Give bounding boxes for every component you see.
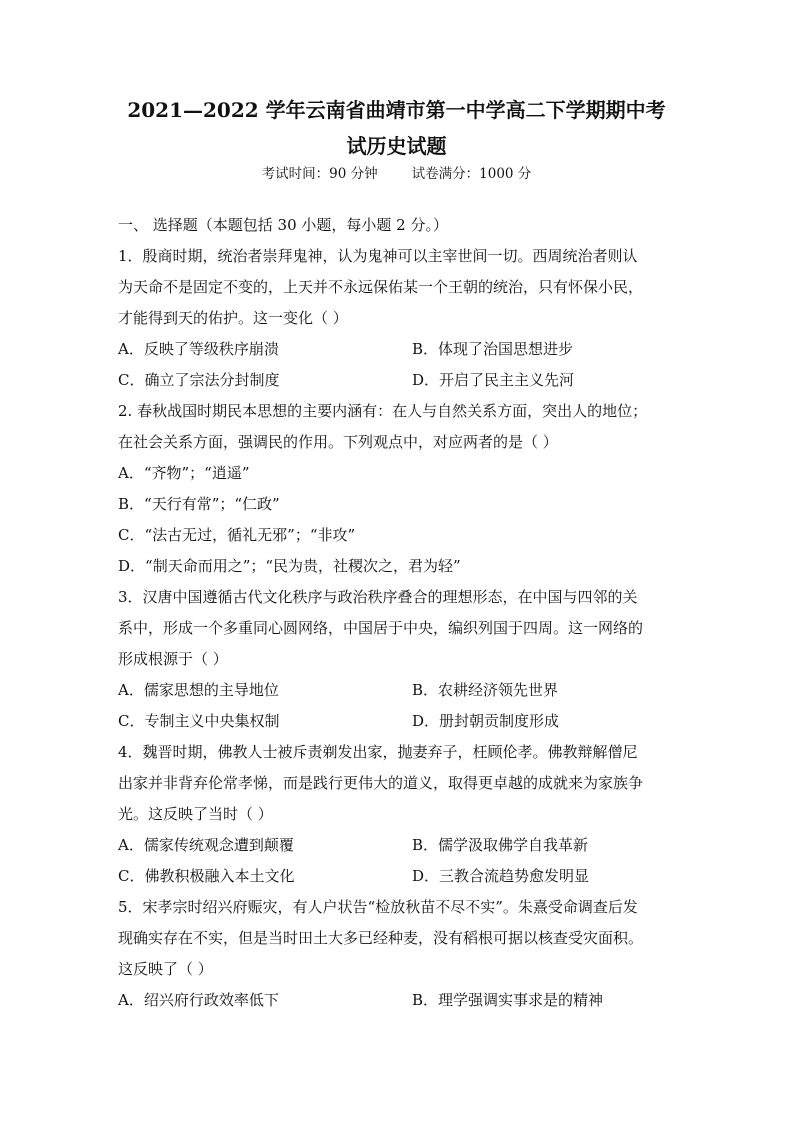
question-4-option-c: C．佛教积极融入本土文化 bbox=[118, 867, 295, 885]
question-3-line-3: 形成根源于（ ） bbox=[118, 650, 228, 668]
section-heading: 一、 选择题（本题包括 30 小题，每小题 2 分。） bbox=[118, 216, 448, 234]
question-4-line-2: 出家并非背弃伦常孝悌，而是践行更伟大的道义，取得更卓越的成就来为家族争 bbox=[118, 774, 644, 792]
question-2-line-2: 在社会关系方面，强调民的作用。下列观点中，对应两者的是（ ） bbox=[118, 433, 558, 451]
question-1-option-a: A．反映了等级秩序崩溃 bbox=[118, 340, 279, 358]
question-3-option-b: B．农耕经济领先世界 bbox=[412, 681, 559, 699]
question-3-line-2: 系中，形成一个多重同心圆网络，中国居于中央，编织列国于四周。这一网络的 bbox=[118, 619, 644, 637]
question-5-line-3: 这反映了（ ） bbox=[118, 960, 213, 978]
question-1-option-c: C．确立了宗法分封制度 bbox=[118, 371, 280, 389]
question-4-option-a: A．儒家传统观念遭到颠覆 bbox=[118, 836, 294, 854]
question-4-option-b: B．儒学汲取佛学自我革新 bbox=[412, 836, 589, 854]
question-4-option-d: D．三教合流趋势愈发明显 bbox=[412, 867, 590, 885]
exam-meta bbox=[0, 165, 793, 183]
question-2-option-b: B．“天行有常”；“仁政” bbox=[118, 495, 280, 513]
question-3-option-c: C．专制主义中央集权制 bbox=[118, 712, 280, 730]
exam-time: 考试时间：90 分钟 bbox=[261, 166, 378, 182]
question-4-line-1: 4．魏晋时期，佛教人士被斥责剃发出家，抛妻弃子，枉顾伦孝。佛教辩解僧尼 bbox=[118, 743, 638, 761]
full-score: 试卷满分：1000 分 bbox=[411, 166, 532, 182]
question-1-line-1: 1．殷商时期，统治者崇拜鬼神，认为鬼神可以主宰世间一切。西周统治者则认 bbox=[118, 247, 638, 265]
question-5-option-a: A．绍兴府行政效率低下 bbox=[118, 991, 279, 1009]
question-2-option-a: A．“齐物”；“逍遥” bbox=[118, 464, 250, 482]
question-5-option-b: B．理学强调实事求是的精神 bbox=[412, 991, 604, 1009]
exam-title-line-2: 试历史试题 bbox=[346, 134, 447, 158]
question-3-line-1: 3．汉唐中国遵循古代文化秩序与政治秩序叠合的理想形态，在中国与四邻的关 bbox=[118, 588, 638, 606]
question-3-option-a: A．儒家思想的主导地位 bbox=[118, 681, 279, 699]
question-3-option-d: D．册封朝贡制度形成 bbox=[412, 712, 560, 730]
question-1-line-3: 才能得到天的佑护。这一变化（ ） bbox=[118, 309, 348, 327]
question-5-line-1: 5．宋孝宗时绍兴府赈灾，有人户状告“检放秋苗不尽不实”。朱熹受命调查后发 bbox=[118, 898, 638, 916]
question-4-line-3: 光。这反映了当时（ ） bbox=[118, 805, 273, 823]
question-1-option-b: B．体现了治国思想进步 bbox=[412, 340, 574, 358]
question-2-line-1: 2. 春秋战国时期民本思想的主要内涵有：在人与自然关系方面，突出人的地位； bbox=[118, 402, 648, 420]
question-1-line-2: 为天命不是固定不变的，上天并不永远保佑某一个王朝的统治，只有怀保小民， bbox=[118, 278, 644, 296]
question-2-option-c: C．“法古无过，循礼无邪”；“非攻” bbox=[118, 526, 356, 544]
question-5-line-2: 现确实存在不实，但是当时田土大多已经种麦，没有稻根可据以核查受灾面积。 bbox=[118, 929, 644, 947]
question-2-option-d: D．“制天命而用之”；“民为贵，社稷次之，君为轻” bbox=[118, 557, 461, 575]
exam-title-line-1: 2021—2022 学年云南省曲靖市第一中学高二下学期期中考 bbox=[127, 98, 666, 122]
question-1-option-d: D．开启了民主主义先河 bbox=[412, 371, 575, 389]
